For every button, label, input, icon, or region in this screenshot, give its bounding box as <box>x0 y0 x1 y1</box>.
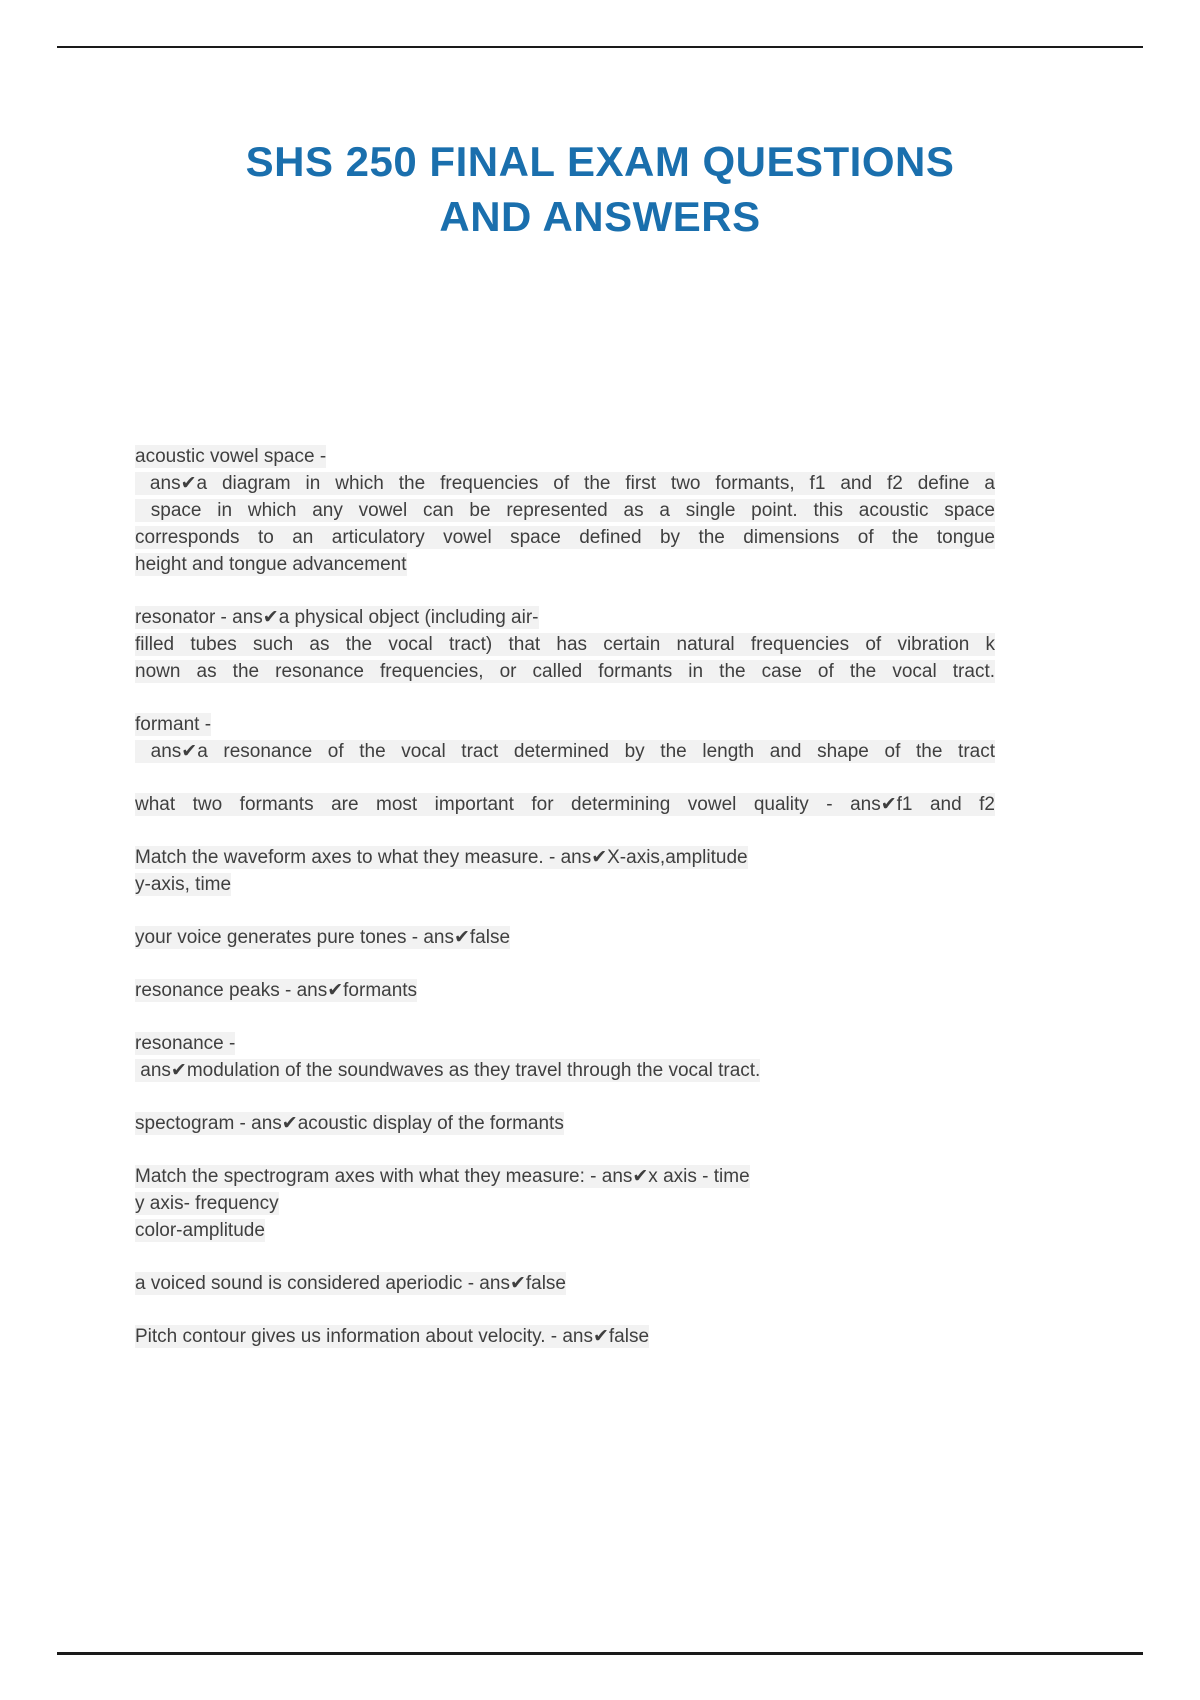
qa-block <box>135 443 995 578</box>
qa-block <box>135 711 995 765</box>
qa-line <box>135 844 995 871</box>
qa-block <box>135 1030 995 1084</box>
qa-line-text: a voiced sound is considered aperiodic - ans✔false <box>135 1273 566 1294</box>
qa-line <box>135 711 995 738</box>
qa-line <box>135 924 995 951</box>
qa-line <box>135 738 995 765</box>
qa-line <box>135 1057 995 1084</box>
qa-line-text: your voice generates pure tones - ans✔false <box>135 927 511 948</box>
qa-line <box>135 551 995 578</box>
qa-line-text: height and tongue advancement <box>135 554 407 575</box>
qa-line-text: y axis- frequency <box>135 1193 279 1214</box>
qa-line <box>135 1217 995 1244</box>
qa-line <box>135 470 995 497</box>
qa-line-text: color-amplitude <box>135 1220 265 1241</box>
qa-line <box>135 1323 995 1350</box>
qa-block <box>135 844 995 898</box>
qa-line <box>135 871 995 898</box>
qa-line <box>135 791 995 818</box>
bottom-rule <box>57 1652 1143 1655</box>
qa-block <box>135 791 995 818</box>
qa-line-text: resonance - <box>135 1033 236 1054</box>
qa-line-text: resonator - ans✔a physical object (including air- <box>135 607 539 628</box>
qa-line <box>135 1270 995 1297</box>
qa-line-text: y-axis, time <box>135 874 232 895</box>
qa-block <box>135 1323 995 1350</box>
title-line-1: SHS 250 FINAL EXAM QUESTIONS <box>245 138 955 185</box>
qa-line <box>135 1190 995 1217</box>
qa-line <box>135 658 995 685</box>
qa-line-text: Match the waveform axes to what they measure. - ans✔X-axis,amplitude <box>135 847 748 868</box>
qa-line-text: what two formants are most important for determining vowel quality - ans✔f1 and f2 <box>135 794 995 815</box>
qa-line-text: formant - <box>135 714 212 735</box>
qa-block <box>135 924 995 951</box>
qa-line <box>135 443 995 470</box>
qa-line <box>135 1110 995 1137</box>
qa-line-text: space in which any vowel can be represented as a single point. this acoustic space <box>135 500 995 521</box>
top-rule <box>57 46 1143 48</box>
qa-line <box>135 977 995 1004</box>
qa-line-text: spectogram - ans✔acoustic display of the formants <box>135 1113 564 1134</box>
qa-line-text: Match the spectrogram axes with what they measure: - ans✔x axis - time <box>135 1166 750 1187</box>
qa-line-text: Pitch contour gives us information about velocity. - ans✔false <box>135 1326 650 1347</box>
qa-block <box>135 1163 995 1244</box>
qa-block <box>135 1110 995 1137</box>
qa-block <box>135 1270 995 1297</box>
qa-block <box>135 977 995 1004</box>
qa-line-text: ans✔modulation of the soundwaves as they travel through the vocal tract. <box>135 1060 761 1081</box>
qa-line-text: ans✔a diagram in which the frequencies of the first two formants, f1 and f2 define a <box>135 473 995 494</box>
qa-line-text: nown as the resonance frequencies, or called formants in the case of the vocal tract. <box>135 661 995 682</box>
qa-line <box>135 1163 995 1190</box>
qa-line-text: ans✔a resonance of the vocal tract determined by the length and shape of the tract <box>135 741 995 762</box>
qa-line <box>135 524 995 551</box>
page-title <box>0 134 1200 244</box>
qa-line-text: corresponds to an articulatory vowel space defined by the dimensions of the tongue <box>135 527 995 548</box>
qa-line <box>135 604 995 631</box>
qa-list <box>135 443 995 1376</box>
qa-line <box>135 1030 995 1057</box>
qa-line-text: resonance peaks - ans✔formants <box>135 980 418 1001</box>
qa-line-text: acoustic vowel space - <box>135 446 327 467</box>
qa-block <box>135 604 995 685</box>
qa-line-text: filled tubes such as the vocal tract) that has certain natural frequencies of vibration k <box>135 634 995 655</box>
title-line-2: AND ANSWERS <box>439 193 761 240</box>
qa-line <box>135 631 995 658</box>
qa-line <box>135 497 995 524</box>
